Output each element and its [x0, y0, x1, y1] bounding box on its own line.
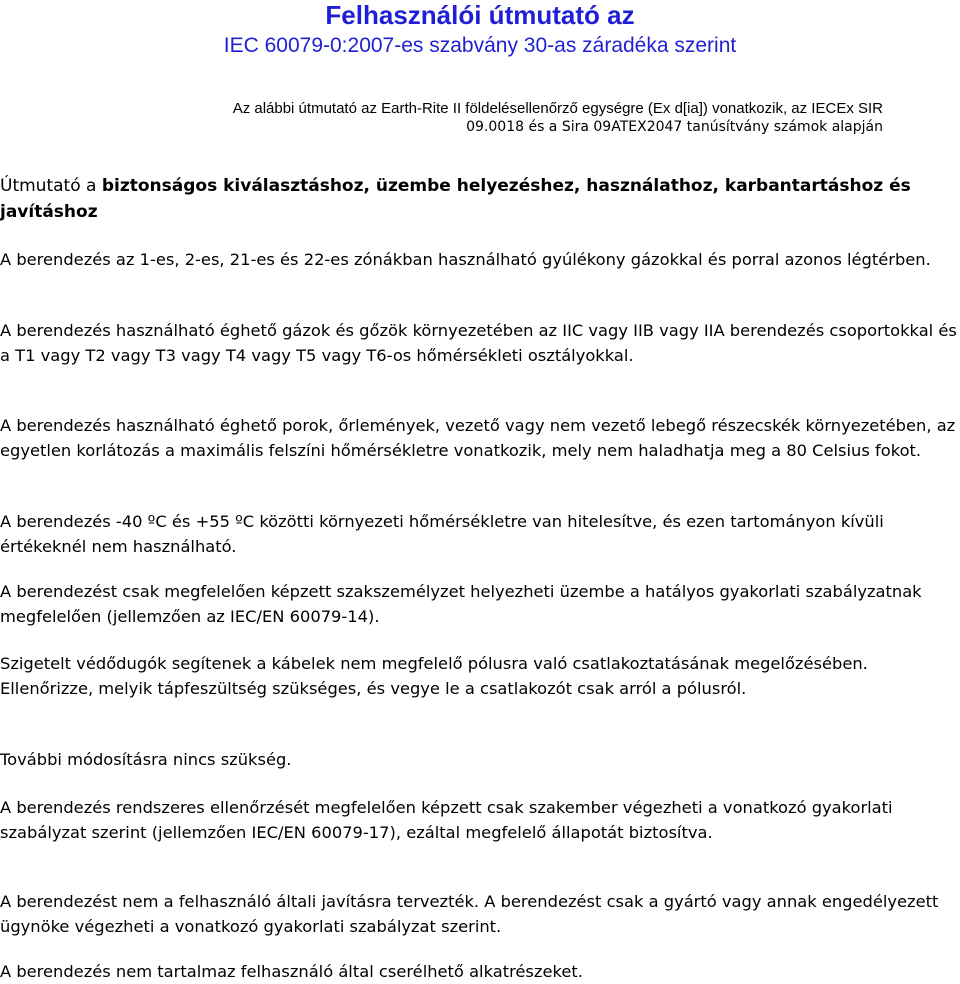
paragraph-inspection: A berendezés rendszeres ellenőrzését megfelelően képzett csak szakember végezheti a vonatkozó gyakorlati szabályzat szerint (jellemzően IEC/EN 60079-17), ezáltal megfelelő állapotát biztosítva.: [0, 798, 893, 842]
paragraph-gas-groups: A berendezés használható éghető gázok és gőzök környezetében az IIC vagy IIB vagy IIA berendezés csoportokkal és a T1 vagy T2 vagy T3 vagy T4 vagy T5 vagy T6-os hőmérsékleti osztályokkal.: [0, 321, 957, 365]
guide-heading-bold: biztonságos kiválasztáshoz, üzembe helyezéshez, használathoz, karbantartáshoz és javításhoz: [0, 176, 911, 222]
guide-heading: [0, 173, 930, 225]
paragraph-protective-plugs: Szigetelt védődugók segítenek a kábelek nem megfelelő pólusra való csatlakoztatásának megelőzésében. Ellenőrizze, melyik tápfeszültség szükséges, és vegye le a csatlakozót csak arról a pólusról.: [0, 654, 868, 698]
paragraph-no-user-parts: A berendezés nem tartalmaz felhasználó által cserélhető alkatrészeket.: [0, 962, 583, 981]
paragraph-installation: A berendezést csak megfelelően képzett szakszemélyzet helyezheti üzembe a hatályos gyakorlati szabályzatnak megfelelően (jellemzően az IEC/EN 60079-14).: [0, 582, 922, 626]
paragraph-repair: A berendezést nem a felhasználó általi javításra tervezték. A berendezést csak a gyártó vagy annak engedélyezett ügynöke végezheti a vonatkozó gyakorlati szabályzat szerint.: [0, 892, 939, 936]
guide-heading-prefix: Útmutató a: [0, 176, 102, 196]
intro-line-1: Az alábbi útmutató az Earth-Rite II földelésellenőrző egységre (Ex d[ia]) vonatkozik, az IECEx SIR: [232, 100, 883, 117]
paragraph-no-modification: További módosításra nincs szükség.: [0, 750, 292, 769]
paragraph-ambient-temperature: A berendezés -40 ºC és +55 ºC közötti környezeti hőmérsékletre van hitelesítve, és ezen tartományon kívüli értékeknél nem használható.: [0, 512, 884, 556]
intro-line-2: 09.0018 és a Sira 09ATEX2047 tanúsítvány számok alapján: [466, 119, 883, 135]
document-subtitle: IEC 60079-0:2007-es szabvány 30-as záradéka szerint: [223, 34, 737, 57]
paragraph-dust: A berendezés használható éghető porok, őrlemények, vezető vagy nem vezető lebegő részecskék környezetében, az egyetlen korlátozás a maximális felszíni hőmérsékletre vonatkozik, mely nem haladhatja meg a 80 Celsius fokot.: [0, 416, 956, 460]
intro-text: [43, 99, 883, 137]
paragraph-zones: A berendezés az 1-es, 2-es, 21-es és 22-es zónákban használható gyúlékony gázokkal és porral azonos légtérben.: [0, 250, 931, 269]
document-title: Felhasználói útmutató az: [325, 0, 635, 30]
